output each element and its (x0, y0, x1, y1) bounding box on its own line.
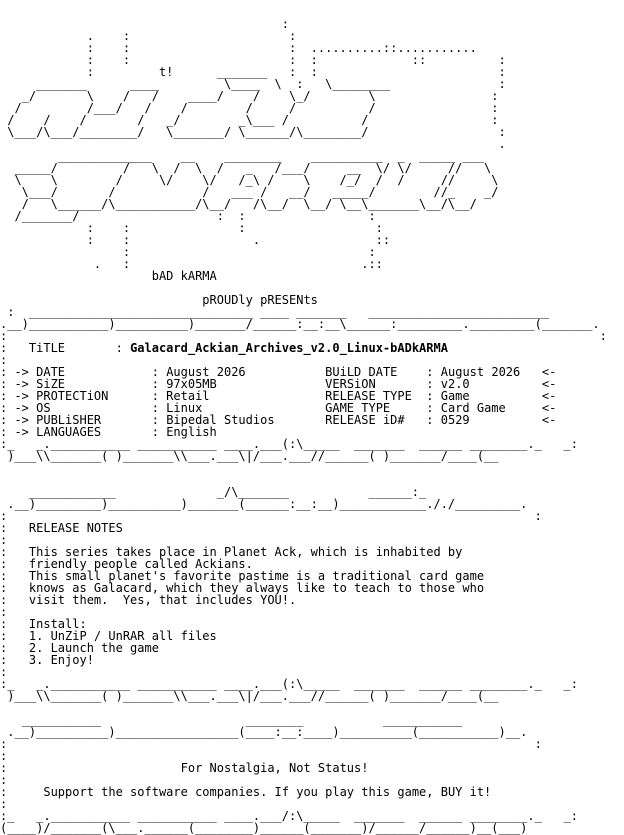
publisher-label: PUBLiSHER (36, 413, 102, 427)
title-value: Galacard_Ackian_Archives_v2.0_Linux-bADkARMA (130, 341, 448, 355)
languages-value: English (166, 425, 217, 439)
build-date-value: August 2026 (440, 365, 521, 379)
section2-footer-art: :_ _.___________ ___________ ____.___(:\_____ _______ ______ ________._ _: )___\\_______( )_______\\___.___\|/___.___//______( )_______/____(__ (0, 677, 578, 703)
protection-value: Retail (166, 389, 210, 403)
section3-header-art: ___________ ________ ___________ .__)__________)_________________(____:__:____)__________(___________)__. : : (0, 713, 542, 751)
install-step-3: 3. Enjoy! (28, 653, 94, 667)
install-step-2: 2. Launch the game (28, 641, 159, 655)
size-label: SiZE (36, 377, 66, 391)
section1-footer-art: :_ _.___________ ___________ ____.___(:\_____ _______ ______ ________._ _: )___\\_______( )_______\\___.___\|/___.___//______( )_______/____(__ (0, 437, 578, 463)
publisher-value: Bipedal Studios (166, 413, 275, 427)
date-label: DATE (36, 365, 66, 379)
os-label: OS (36, 401, 51, 415)
release-type-value: Game (440, 389, 470, 403)
release-notes-title: RELEASE NOTES (28, 521, 123, 535)
build-date-label: BUiLD DATE (325, 365, 398, 379)
release-type-label: RELEASE TYPE (325, 389, 412, 403)
section1-header-art: : _______________________________ ____ _______ _________________________ .__)___________)__________)_______/______:__:__\______:_________._________(_______. : : (0, 305, 607, 343)
protection-label: PROTECTiON (36, 389, 109, 403)
date-value: August 2026 (166, 365, 246, 379)
group-name: bAD kARMA (151, 269, 217, 283)
languages-label: LANGUAGES (36, 425, 102, 439)
presents-text: pROUDly pRESENts (202, 293, 318, 307)
notes-line-3: This small planet's favorite pastime is a traditional card game (28, 569, 485, 583)
version-value: v2.0 (440, 377, 470, 391)
size-value: 97x05MB (166, 377, 217, 391)
release-id-label: RELEASE iD# (325, 413, 405, 427)
section2-header-art: ____________ _/\_______ ______:_ .__)_________)__________)_______(______:__:__)____________././_________. : : (0, 485, 542, 523)
section3-footer-art: :_ _.___________ ___________ ____.___/:\_____ _______ ______ ________._ _: (____)/_______(\___.______(________)______(_______)/______/______)__(___) (0, 809, 578, 835)
os-value: Linux (166, 401, 203, 415)
game-type-value: Card Game (440, 401, 506, 415)
support-line: Support the software companies. If you play this game, BUY it! (43, 785, 492, 799)
game-type-label: GAME TYPE (325, 401, 391, 415)
logo-art: : . : : : : : ..........::........... : : : : :: : : t! _______ : : : _______ ____ \____ \ : \________ : _/ \ / / ____/ / \_/ \ : / /___/ / / / / / : / / / / _/ _\___ / / : \___/\___/________/ \_______/ \______/\________/ : . _____________ __ ________ __________ _ _____ ___ _____/ / \ / \ / _ /___/ __ \/ \/ // \ \ \ / \/ \/ /_\ / \ /_/ / / // \ \___/ / / ___ / __/ _____/ //_ _/ / \______/\___________/\__/ /\__/ \__/ \__\_______\__/\__/ /_______/ : : : : : : : : : . :: : : . : .:: (7, 17, 506, 271)
notes-line-4: knows as Galacard, which they always like to teach to those who (28, 581, 485, 595)
title-label: TiTLE (28, 341, 66, 355)
nostalgia-line: For Nostalgia, Not Status! (180, 761, 369, 775)
notes-line-5: visit them. Yes, that includes YOU!. (28, 593, 297, 607)
install-step-1: 1. UnZiP / UnRAR all files (28, 629, 217, 643)
release-id-value: 0529 (440, 413, 470, 427)
version-label: VERSiON (325, 377, 376, 391)
notes-line-1: This series takes place in Planet Ack, which is inhabited by (28, 545, 463, 559)
install-title: Install: (28, 617, 87, 631)
nfo-art: : . : : : : : ..........::........... : : : : :: : : t! _______ : : : _______ ____ \____ \ : \________ : _/ \ / / ____/ / \_/ \ : / /___/ / / / / / : / / / / _/ _\___ / / : \___/\___/________/ \_______/ \______/\________/ : . _____________ __ ________ __________ _ _____ ___ _____/ / \ / \ / _ /___/ __ \/ \/ // \ \ \ / \/ \/ /_\ / \ /_/ / / // \ \___/ / / ___ / __/ _____/ //_ _/ / \______/\___________/\__/ /\__/ \__/ \__\_______\__/\__/ /_______/ : : : : : : : : : . :: : : . : .:: bAD kARMA pROUDly pRESENts : _______________________________ ____ _______ _________________________ .__)___________)__________)_______/______:__:__\______:_________._________(_______. : : : TiTLE : Galacard_Ackian_Archives_v2.0_Linux-bADkARMA : : -> DATE : August 2026 BUiLD DATE : August 2026 <- : -> SiZE : 97x05MB VERSiON : v2.0 <- : -> PROTECTiON : Retail RELEASE TYPE : Game <- : -> OS : Linux GAME TYPE : Card Game <- : -> PUBLiSHER : Bipedal Studios RELEASE iD# : 0529 <- : -> LANGUAGES : English :_ _.___________ ___________ ____.___(:\_____ _______ ______ ________._ _: )___\\_______( )_______\\___.___\|/___.___//______( )_______/____(__ ____________ _/\_______ ______:_ .__)_________)__________)_______(______:__:__)____________././_________. : : : RELEASE NOTES : : This series takes place in Planet Ack, which is inhabited by : friendly people called Ackians. : This small planet's favorite pastime is a traditional card game : knows as Galacard, which they always like to teach to those who : visit them. Yes, that includes YOU!. : : Install: : 1. UnZiP / UnRAR all files : 2. Launch the game : 3. Enjoy! : :_ _.___________ ___________ ____.___(:\_____ _______ ______ ________._ _: )___\\_______( )_______\\___.___\|/___.___//______( )_______/____(__ ___________ ________ ___________ .__)__________)_________________(____:__:____)__________(___________)__. : : : : For Nostalgia, Not Status! : : Support the software companies. If you play this game, BUY it! : :_ _.___________ ___________ ____.___/:\_____ _______ ______ ________._ _: (____)/_______(\___.______(________)______(_______)/______/______)__(___) (0, 17, 607, 835)
notes-line-2: friendly people called Ackians. (28, 557, 253, 571)
